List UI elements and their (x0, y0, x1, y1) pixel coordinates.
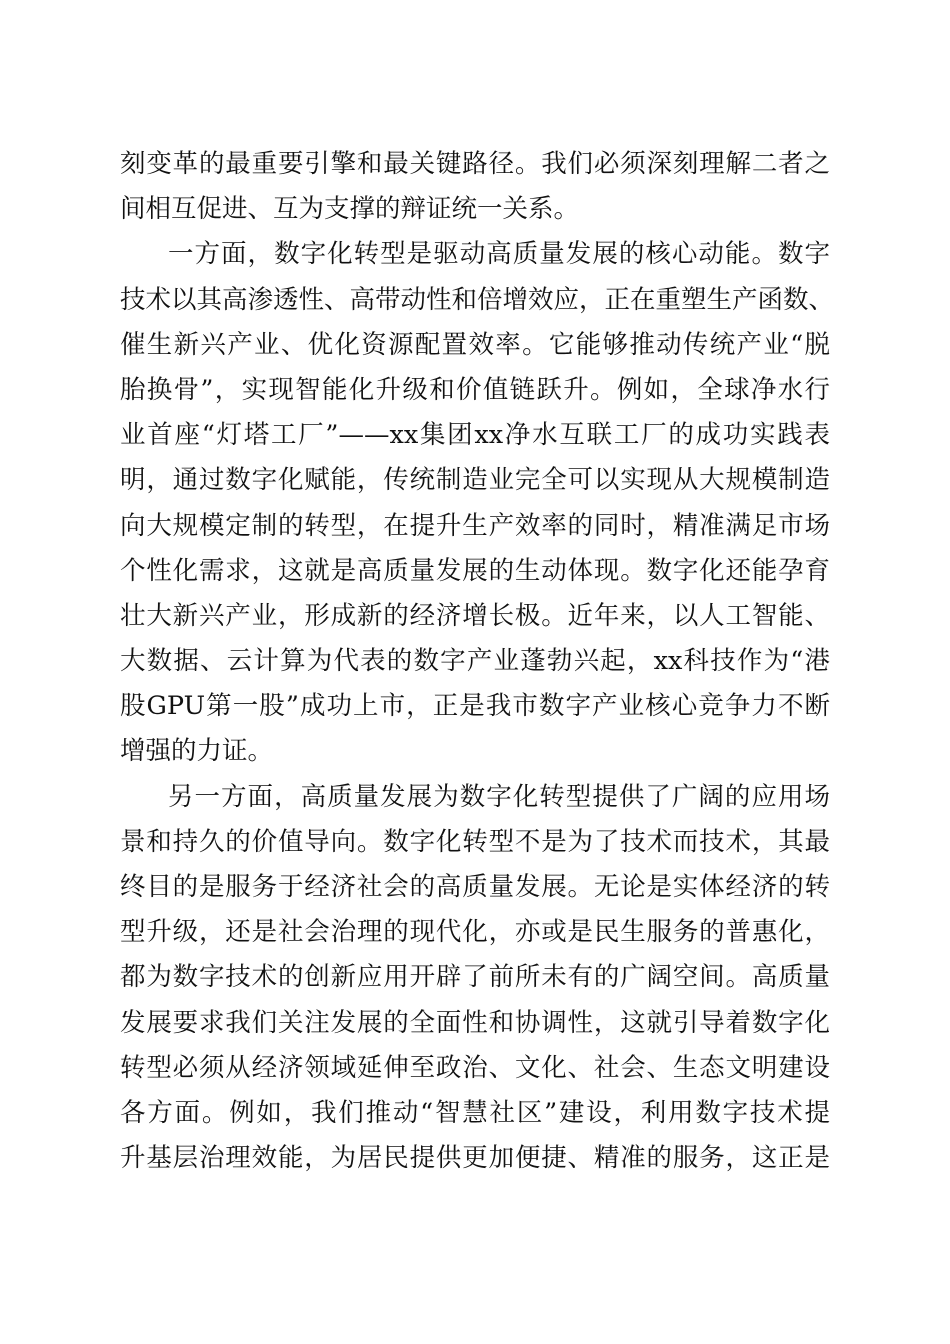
text-line: 转型必须从经济领域延伸至政治、文化、社会、生态文明建设 (120, 1052, 830, 1083)
text-line: 个性化需求，这就是高质量发展的生动体现。数字化还能孕育 (120, 555, 830, 586)
paragraph (120, 775, 830, 1182)
text-line: 胎换骨”，实现智能化升级和价值链跃升。例如，全球净水行 (120, 374, 830, 405)
text-line: 股GPU第一股”成功上市，正是我市数字产业核心竞争力不断 (120, 691, 830, 722)
text-line: 壮大新兴产业，形成新的经济增长极。近年来，以人工智能、 (120, 600, 830, 631)
text-line: 增强的力证。 (120, 736, 274, 767)
text-line: 终目的是服务于经济社会的高质量发展。无论是实体经济的转 (120, 872, 830, 902)
text-line: 升基层治理效能，为居民提供更加便捷、精准的服务，这正是 (120, 1143, 830, 1174)
paragraph (120, 142, 830, 232)
text-line: 景和持久的价值导向。数字化转型不是为了技术而技术，其最 (120, 826, 830, 857)
text-line: 刻变革的最重要引擎和最关键路径。我们必须深刻理解二者之 (120, 149, 830, 179)
text-line: 技术以其高渗透性、高带动性和倍增效应，正在重塑生产函数、 (120, 284, 835, 315)
text-line: 各方面。例如，我们推动“智慧社区”建设，利用数字技术提 (120, 1097, 830, 1128)
text-line: 型升级，还是社会治理的现代化，亦或是民生服务的普惠化， (120, 917, 830, 948)
body-text (120, 142, 835, 1181)
text-line: 另一方面，高质量发展为数字化转型提供了广阔的应用场 (168, 781, 830, 812)
text-line: 都为数字技术的创新应用开辟了前所未有的广阔空间。高质量 (120, 962, 830, 993)
text-line: 间相互促进、互为支撑的辩证统一关系。 (120, 194, 580, 225)
text-line: 催生新兴产业、优化资源配置效率。它能够推动传统产业“脱 (120, 329, 830, 360)
text-line: 向大规模定制的转型，在提升生产效率的同时，精准满足市场 (120, 510, 830, 541)
text-line: 大数据、云计算为代表的数字产业蓬勃兴起，xx科技作为“港 (120, 646, 830, 677)
text-line: 业首座“灯塔工厂”——xx集团xx净水互联工厂的成功实践表 (120, 420, 830, 451)
paragraph (120, 232, 835, 774)
text-line: 发展要求我们关注发展的全面性和协调性，这就引导着数字化 (120, 1007, 830, 1038)
text-line: 明，通过数字化赋能，传统制造业完全可以实现从大规模制造 (120, 465, 830, 496)
text-line: 一方面，数字化转型是驱动高质量发展的核心动能。数字 (168, 239, 830, 270)
